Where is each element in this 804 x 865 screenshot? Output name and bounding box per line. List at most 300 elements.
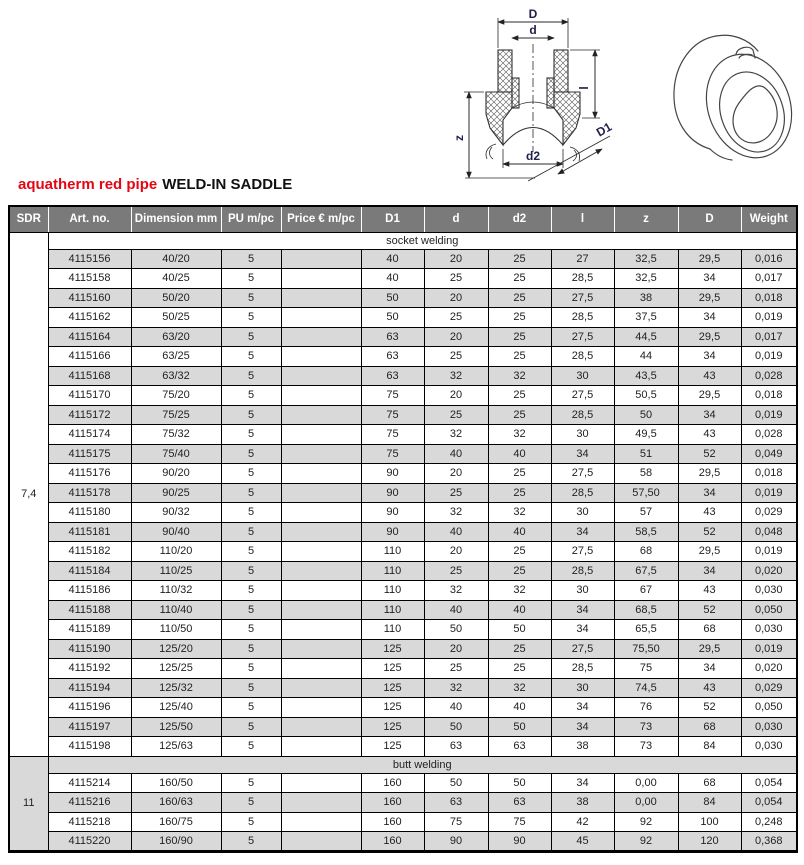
cell-art-no-: 4115218 (48, 812, 131, 832)
cell-l: 34 (551, 717, 614, 737)
cell-l: 34 (551, 600, 614, 620)
cell-weight: 0,018 (741, 464, 797, 484)
cell-pu-m-pc: 5 (221, 249, 281, 269)
cell-d: 63 (424, 793, 488, 813)
cell-d2: 25 (488, 347, 551, 367)
cell-pu-m-pc: 5 (221, 698, 281, 718)
cell-art-no-: 4115190 (48, 639, 131, 659)
cell-pu-m-pc: 5 (221, 425, 281, 445)
cell-d2: 25 (488, 659, 551, 679)
cell-weight: 0,248 (741, 812, 797, 832)
column-header-sdr: SDR (9, 206, 48, 232)
cell-l: 30 (551, 425, 614, 445)
cell-d: 20 (424, 327, 488, 347)
table-row (9, 793, 797, 813)
table-row (9, 717, 797, 737)
cell-dimension-mm: 110/32 (131, 581, 221, 601)
cell-weight: 0,030 (741, 737, 797, 757)
cell-weight: 0,019 (741, 347, 797, 367)
cell-d1: 75 (361, 444, 424, 464)
cell-d: 34 (678, 561, 741, 581)
cell-d2: 32 (488, 503, 551, 523)
cell-d: 34 (678, 347, 741, 367)
cell-d1: 110 (361, 561, 424, 581)
cell-d: 34 (678, 405, 741, 425)
cell-l: 30 (551, 581, 614, 601)
cell-d1: 50 (361, 308, 424, 328)
dim-label-d: d (529, 23, 537, 37)
cell-l: 27,5 (551, 542, 614, 562)
cell-dimension-mm: 125/32 (131, 678, 221, 698)
cell-d: 34 (678, 483, 741, 503)
cell-d2: 32 (488, 678, 551, 698)
cell-d1: 63 (361, 366, 424, 386)
cell-dimension-mm: 160/63 (131, 793, 221, 813)
cell-price-m-pc (281, 737, 361, 757)
cell-art-no-: 4115182 (48, 542, 131, 562)
cell-d2: 40 (488, 698, 551, 718)
section-row (9, 756, 797, 773)
cell-pu-m-pc: 5 (221, 327, 281, 347)
cell-d: 32 (424, 581, 488, 601)
cell-dimension-mm: 75/40 (131, 444, 221, 464)
cell-pu-m-pc: 5 (221, 620, 281, 640)
cell-pu-m-pc: 5 (221, 542, 281, 562)
column-header-d: d (424, 206, 488, 232)
saddle-3d-view-container (652, 22, 802, 182)
table-row (9, 773, 797, 793)
cell-z: 92 (614, 832, 678, 852)
cell-z: 44 (614, 347, 678, 367)
cell-l: 27,5 (551, 639, 614, 659)
cell-z: 0,00 (614, 773, 678, 793)
cell-art-no-: 4115164 (48, 327, 131, 347)
cell-weight: 0,019 (741, 405, 797, 425)
cell-d: 43 (678, 678, 741, 698)
table-row (9, 832, 797, 852)
table-row (9, 698, 797, 718)
cell-weight: 0,049 (741, 444, 797, 464)
table-row (9, 347, 797, 367)
cell-dimension-mm: 63/20 (131, 327, 221, 347)
table-row (9, 366, 797, 386)
table-row (9, 249, 797, 269)
table-row (9, 812, 797, 832)
cell-pu-m-pc: 5 (221, 832, 281, 852)
cell-d1: 125 (361, 698, 424, 718)
cell-pu-m-pc: 5 (221, 444, 281, 464)
cell-z: 58,5 (614, 522, 678, 542)
column-header-dimension-mm: Dimension mm (131, 206, 221, 232)
cell-d: 32 (424, 678, 488, 698)
cell-d1: 160 (361, 832, 424, 852)
table-header-row (9, 206, 797, 232)
cell-dimension-mm: 110/25 (131, 561, 221, 581)
cell-d1: 90 (361, 464, 424, 484)
cell-d2: 40 (488, 444, 551, 464)
cell-price-m-pc (281, 773, 361, 793)
column-header-d: D (678, 206, 741, 232)
cell-d: 25 (424, 308, 488, 328)
cell-d2: 63 (488, 793, 551, 813)
cell-d: 120 (678, 832, 741, 852)
cell-price-m-pc (281, 698, 361, 718)
cell-weight: 0,019 (741, 483, 797, 503)
cell-z: 67,5 (614, 561, 678, 581)
cell-weight: 0,016 (741, 249, 797, 269)
cell-z: 49,5 (614, 425, 678, 445)
column-header-l: l (551, 206, 614, 232)
page-title (18, 176, 292, 193)
cell-d: 52 (678, 444, 741, 464)
cell-d: 29,5 (678, 288, 741, 308)
cell-d2: 90 (488, 832, 551, 852)
table-row (9, 639, 797, 659)
cell-d1: 110 (361, 542, 424, 562)
cell-price-m-pc (281, 405, 361, 425)
cell-weight: 0,054 (741, 773, 797, 793)
cell-d2: 63 (488, 737, 551, 757)
table-row (9, 522, 797, 542)
cell-d: 32 (424, 425, 488, 445)
cell-weight: 0,017 (741, 269, 797, 289)
cell-dimension-mm: 63/32 (131, 366, 221, 386)
cell-d: 43 (678, 581, 741, 601)
cell-d2: 32 (488, 581, 551, 601)
cell-d: 50 (424, 717, 488, 737)
cell-dimension-mm: 40/20 (131, 249, 221, 269)
cell-d1: 125 (361, 678, 424, 698)
cell-dimension-mm: 125/63 (131, 737, 221, 757)
cell-art-no-: 4115168 (48, 366, 131, 386)
cell-art-no-: 4115176 (48, 464, 131, 484)
table-row (9, 444, 797, 464)
cell-price-m-pc (281, 793, 361, 813)
cell-d: 20 (424, 249, 488, 269)
cell-d2: 25 (488, 249, 551, 269)
cell-pu-m-pc: 5 (221, 793, 281, 813)
cell-z: 58 (614, 464, 678, 484)
cell-d2: 40 (488, 522, 551, 542)
cell-d: 29,5 (678, 542, 741, 562)
cell-price-m-pc (281, 581, 361, 601)
cell-dimension-mm: 125/25 (131, 659, 221, 679)
cell-d: 68 (678, 717, 741, 737)
dim-label-z: z (452, 135, 466, 141)
cell-d1: 90 (361, 522, 424, 542)
cell-art-no-: 4115184 (48, 561, 131, 581)
cell-weight: 0,019 (741, 542, 797, 562)
saddle-3d-view (652, 22, 802, 182)
cell-pu-m-pc: 5 (221, 366, 281, 386)
cell-d1: 75 (361, 405, 424, 425)
cell-dimension-mm: 125/50 (131, 717, 221, 737)
cell-l: 34 (551, 773, 614, 793)
table-row (9, 678, 797, 698)
cell-z: 76 (614, 698, 678, 718)
cell-art-no-: 4115166 (48, 347, 131, 367)
cell-art-no-: 4115197 (48, 717, 131, 737)
cell-d: 20 (424, 542, 488, 562)
cell-z: 74,5 (614, 678, 678, 698)
table-row (9, 425, 797, 445)
cell-art-no-: 4115174 (48, 425, 131, 445)
cell-z: 38 (614, 288, 678, 308)
socket-wall-right (554, 50, 568, 92)
cell-art-no-: 4115214 (48, 773, 131, 793)
cell-l: 27,5 (551, 464, 614, 484)
cell-price-m-pc (281, 269, 361, 289)
cell-pu-m-pc: 5 (221, 288, 281, 308)
cell-d1: 125 (361, 639, 424, 659)
cell-d2: 25 (488, 327, 551, 347)
cell-pu-m-pc: 5 (221, 405, 281, 425)
cell-d2: 25 (488, 483, 551, 503)
cell-weight: 0,019 (741, 308, 797, 328)
cell-z: 37,5 (614, 308, 678, 328)
cell-d: 43 (678, 366, 741, 386)
cell-d: 32 (424, 503, 488, 523)
cell-dimension-mm: 63/25 (131, 347, 221, 367)
cell-weight: 0,020 (741, 659, 797, 679)
cell-d: 40 (424, 522, 488, 542)
cell-z: 65,5 (614, 620, 678, 640)
cell-d2: 32 (488, 366, 551, 386)
cell-d1: 160 (361, 812, 424, 832)
cell-art-no-: 4115186 (48, 581, 131, 601)
cell-d: 63 (424, 737, 488, 757)
table-row (9, 327, 797, 347)
cell-z: 57 (614, 503, 678, 523)
cell-l: 38 (551, 793, 614, 813)
cell-d: 25 (424, 269, 488, 289)
cell-d2: 75 (488, 812, 551, 832)
cell-z: 57,50 (614, 483, 678, 503)
cell-price-m-pc (281, 503, 361, 523)
table-row (9, 620, 797, 640)
cell-d2: 50 (488, 620, 551, 640)
cell-z: 67 (614, 581, 678, 601)
cell-l: 28,5 (551, 347, 614, 367)
cell-weight: 0,054 (741, 793, 797, 813)
cell-l: 38 (551, 737, 614, 757)
table-row (9, 288, 797, 308)
cell-d: 40 (424, 444, 488, 464)
cell-d2: 50 (488, 773, 551, 793)
section-label: butt welding (48, 756, 797, 773)
cell-dimension-mm: 90/32 (131, 503, 221, 523)
cell-pu-m-pc: 5 (221, 717, 281, 737)
cell-d1: 50 (361, 288, 424, 308)
cell-art-no-: 4115175 (48, 444, 131, 464)
cell-weight: 0,030 (741, 717, 797, 737)
cell-z: 0,00 (614, 793, 678, 813)
cell-d: 25 (424, 405, 488, 425)
product-spec-table (8, 205, 798, 853)
cell-price-m-pc (281, 717, 361, 737)
cell-art-no-: 4115156 (48, 249, 131, 269)
cell-weight: 0,028 (741, 366, 797, 386)
cell-art-no-: 4115172 (48, 405, 131, 425)
cell-pu-m-pc: 5 (221, 464, 281, 484)
cell-dimension-mm: 160/90 (131, 832, 221, 852)
cell-d2: 25 (488, 308, 551, 328)
table-row (9, 483, 797, 503)
dim-label-D1: D1 (593, 119, 615, 140)
cell-l: 28,5 (551, 561, 614, 581)
cell-d1: 125 (361, 659, 424, 679)
cell-d: 20 (424, 386, 488, 406)
cell-d1: 75 (361, 386, 424, 406)
cell-l: 27 (551, 249, 614, 269)
table-row (9, 308, 797, 328)
cell-d2: 25 (488, 561, 551, 581)
cell-d: 52 (678, 600, 741, 620)
sdr-value-1: 11 (9, 756, 48, 851)
cell-l: 27,5 (551, 386, 614, 406)
cell-art-no-: 4115194 (48, 678, 131, 698)
cell-weight: 0,018 (741, 386, 797, 406)
cell-weight: 0,050 (741, 698, 797, 718)
cell-pu-m-pc: 5 (221, 581, 281, 601)
cell-z: 68,5 (614, 600, 678, 620)
cell-price-m-pc (281, 620, 361, 640)
cell-d1: 40 (361, 269, 424, 289)
cell-z: 92 (614, 812, 678, 832)
cell-l: 28,5 (551, 483, 614, 503)
cell-price-m-pc (281, 561, 361, 581)
cell-z: 51 (614, 444, 678, 464)
table-row (9, 405, 797, 425)
cell-l: 30 (551, 503, 614, 523)
cell-d: 90 (424, 832, 488, 852)
cell-d: 34 (678, 659, 741, 679)
table-row (9, 600, 797, 620)
cell-price-m-pc (281, 249, 361, 269)
cell-z: 73 (614, 737, 678, 757)
cell-art-no-: 4115216 (48, 793, 131, 813)
cell-d1: 40 (361, 249, 424, 269)
cell-l: 34 (551, 698, 614, 718)
cell-weight: 0,018 (741, 288, 797, 308)
cell-price-m-pc (281, 483, 361, 503)
cell-price-m-pc (281, 386, 361, 406)
cell-price-m-pc (281, 678, 361, 698)
table-row (9, 659, 797, 679)
cell-dimension-mm: 160/75 (131, 812, 221, 832)
cell-pu-m-pc: 5 (221, 522, 281, 542)
socket-wall-left (498, 50, 512, 92)
section-row (9, 232, 797, 249)
cell-price-m-pc (281, 347, 361, 367)
cell-d: 20 (424, 639, 488, 659)
cell-d: 43 (678, 503, 741, 523)
cell-d: 40 (424, 600, 488, 620)
cell-l: 34 (551, 444, 614, 464)
cell-d2: 25 (488, 639, 551, 659)
cell-l: 42 (551, 812, 614, 832)
cell-d: 32 (424, 366, 488, 386)
cell-pu-m-pc: 5 (221, 386, 281, 406)
saddle-cross-section-diagram (440, 0, 660, 190)
table-row (9, 386, 797, 406)
cell-d: 52 (678, 698, 741, 718)
cell-weight: 0,048 (741, 522, 797, 542)
cell-pu-m-pc: 5 (221, 347, 281, 367)
cell-pu-m-pc: 5 (221, 308, 281, 328)
cell-price-m-pc (281, 812, 361, 832)
column-header-price-m-pc: Price € m/pc (281, 206, 361, 232)
cell-d1: 75 (361, 425, 424, 445)
cell-price-m-pc (281, 327, 361, 347)
cell-d: 84 (678, 793, 741, 813)
cell-d: 25 (424, 483, 488, 503)
saddle-body-right (554, 92, 580, 145)
cell-l: 28,5 (551, 405, 614, 425)
cell-art-no-: 4115196 (48, 698, 131, 718)
cell-l: 30 (551, 366, 614, 386)
cell-art-no-: 4115180 (48, 503, 131, 523)
cell-d2: 25 (488, 269, 551, 289)
cell-d: 20 (424, 464, 488, 484)
cell-d: 43 (678, 425, 741, 445)
cell-l: 34 (551, 522, 614, 542)
cell-art-no-: 4115162 (48, 308, 131, 328)
cell-d: 40 (424, 698, 488, 718)
cell-art-no-: 4115192 (48, 659, 131, 679)
cell-d1: 125 (361, 717, 424, 737)
table-row (9, 503, 797, 523)
cell-price-m-pc (281, 659, 361, 679)
cell-d2: 32 (488, 425, 551, 445)
cell-d1: 160 (361, 773, 424, 793)
cell-d: 29,5 (678, 386, 741, 406)
cell-dimension-mm: 90/25 (131, 483, 221, 503)
column-header-d2: d2 (488, 206, 551, 232)
cell-price-m-pc (281, 444, 361, 464)
cell-art-no-: 4115158 (48, 269, 131, 289)
cell-price-m-pc (281, 366, 361, 386)
cell-d: 50 (424, 620, 488, 640)
cell-art-no-: 4115188 (48, 600, 131, 620)
cell-l: 45 (551, 832, 614, 852)
cell-price-m-pc (281, 542, 361, 562)
cell-d2: 25 (488, 405, 551, 425)
cell-d1: 125 (361, 737, 424, 757)
cell-z: 50 (614, 405, 678, 425)
table-row (9, 737, 797, 757)
cell-dimension-mm: 50/20 (131, 288, 221, 308)
cell-d: 29,5 (678, 327, 741, 347)
cell-weight: 0,368 (741, 832, 797, 852)
cell-d1: 90 (361, 503, 424, 523)
cell-d1: 110 (361, 620, 424, 640)
cell-d2: 40 (488, 600, 551, 620)
dim-label-d2: d2 (525, 149, 541, 163)
cell-weight: 0,029 (741, 678, 797, 698)
cell-art-no-: 4115178 (48, 483, 131, 503)
cell-d: 25 (424, 561, 488, 581)
cell-d: 50 (424, 773, 488, 793)
cell-z: 73 (614, 717, 678, 737)
saddle-body-left (486, 92, 512, 145)
cell-dimension-mm: 75/20 (131, 386, 221, 406)
column-header-weight: Weight (741, 206, 797, 232)
cell-pu-m-pc: 5 (221, 773, 281, 793)
cell-pu-m-pc: 5 (221, 269, 281, 289)
cell-weight: 0,029 (741, 503, 797, 523)
cell-dimension-mm: 110/20 (131, 542, 221, 562)
